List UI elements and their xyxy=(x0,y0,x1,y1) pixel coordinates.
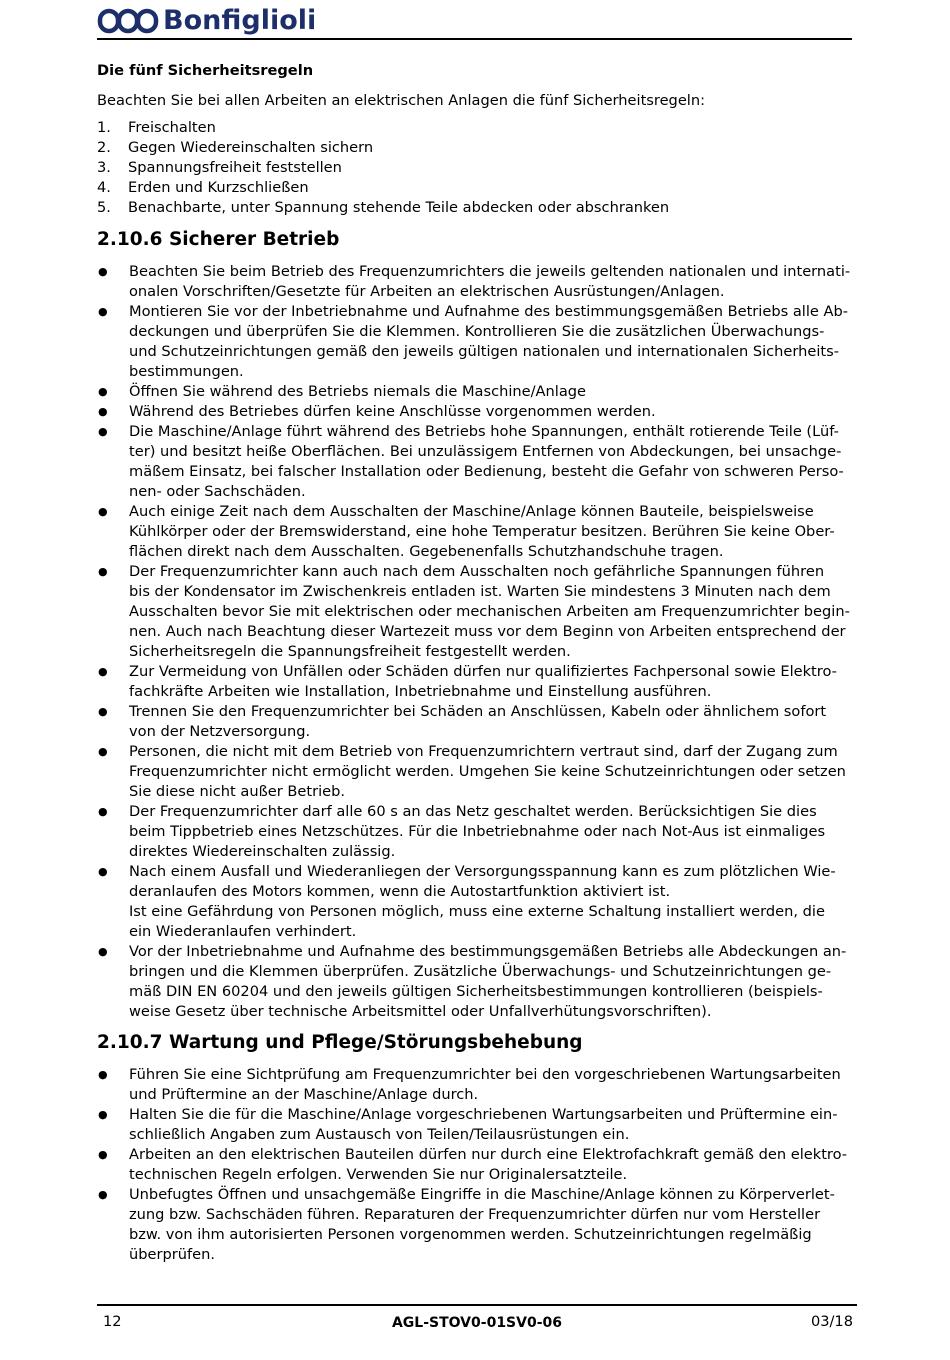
bullet-item xyxy=(97,1105,852,1145)
bullet-text: Personen, die nicht mit dem Betrieb von Frequenzumrichtern vertraut sind, darf der Zugang zum Frequenzumrichter nicht ermöglicht werden. Umgehen Sie keine Schutzeinrichtungen oder setzen Sie diese nicht außer Betrieb. xyxy=(129,743,846,800)
rule-item xyxy=(97,138,852,158)
bullet-icon: ● xyxy=(98,425,108,438)
bullet-text: Die Maschine/Anlage führt während des Betriebs hohe Spannungen, enthält rotierende Teile (Lüf- ter) und besitzt heiße Oberflächen. Bei unzulässigem Entfernen von Abdeckungen, bei unsachge- mäßem Einsatz, bei falscher Installation oder Bedienung, besteht die Gefahr von schweren Perso- nen- oder Sachschäden. xyxy=(129,423,844,500)
bullet-text: Halten Sie die für die Maschine/Anlage vorgeschriebenen Wartungsarbeiten und Prüftermine ein- schließlich Angaben zum Austausch von Teilen/Teilausrüstungen ein. xyxy=(129,1106,838,1143)
rule-number: 2. xyxy=(97,139,111,156)
bullet-text: Vor der Inbetriebnahme und Aufnahme des bestimmungsgemäßen Betriebs alle Abdeckungen an- bringen und die Klemmen überprüfen. Zusätzliche Überwachungs- und Schutzeinrichtungen ge- mäß DIN EN 60204 und den jeweils gültigen Sicherheitsbestimmungen kontrollieren (beispiels- weise Gesetz über technische Arbeitsmittel oder Unfallverhütungsvorschriften). xyxy=(129,943,847,1020)
logo-wordmark: Bonfiglioli xyxy=(163,5,317,36)
rule-item xyxy=(97,178,852,198)
bullet-item xyxy=(97,1065,852,1105)
bullet-item xyxy=(97,502,852,562)
bullet-item xyxy=(97,662,852,702)
bullet-text: Während des Betriebes dürfen keine Anschlüsse vorgenommen werden. xyxy=(129,403,656,420)
bullet-icon: ● xyxy=(98,805,108,818)
header-divider xyxy=(97,38,852,40)
bullet-item xyxy=(97,1145,852,1185)
safety-rules-list xyxy=(97,118,852,218)
safe-operation-list xyxy=(97,262,852,1022)
bullet-icon: ● xyxy=(98,945,108,958)
section-heading-safe-operation: 2.10.6 Sicherer Betrieb xyxy=(97,229,340,250)
bullet-text: Führen Sie eine Sichtprüfung am Frequenzumrichter bei den vorgeschriebenen Wartungsarbeiten und Prüftermine an der Maschine/Anlage durch. xyxy=(129,1066,841,1103)
rule-number: 1. xyxy=(97,119,111,136)
rule-item xyxy=(97,158,852,178)
bullet-item xyxy=(97,302,852,382)
page-header xyxy=(97,0,852,42)
bullet-item xyxy=(97,802,852,862)
bullet-item xyxy=(97,942,852,1022)
bonfiglioli-logo xyxy=(97,4,316,38)
bullet-text: Auch einige Zeit nach dem Ausschalten der Maschine/Anlage können Bauteile, beispielsweise Kühlkörper oder der Bremswiderstand, eine hohe Temperatur besitzen. Berühren Sie keine Ober- flächen direkt nach dem Ausschalten. Gegebenenfalls Schutzhandschuhe tragen. xyxy=(129,503,835,560)
footer-divider xyxy=(97,1304,857,1306)
page-number: 12 xyxy=(103,1313,122,1330)
bullet-item xyxy=(97,262,852,302)
bullet-item xyxy=(97,402,852,422)
bonfiglioli-logo-icon xyxy=(97,5,159,37)
bullet-item xyxy=(97,862,852,942)
bullet-icon: ● xyxy=(98,865,108,878)
page-footer xyxy=(97,1304,857,1344)
bullet-icon: ● xyxy=(98,305,108,318)
bullet-icon: ● xyxy=(98,1068,108,1081)
bullet-text: Der Frequenzumrichter kann auch nach dem Ausschalten noch gefährliche Spannungen führen bis der Kondensator im Zwischenkreis entladen ist. Warten Sie mindestens 3 Minuten nach dem Ausschalten bevor Sie mit elektrischen oder mechanischen Arbeiten am Frequenzumrichter begin- nen. Auch nach Beachtung dieser Wartezeit muss vor dem Beginn von Arbeiten entsprechend der Sicherheitsregeln die Spannungsfreiheit festgestellt werden. xyxy=(129,563,850,660)
bullet-text: Unbefugtes Öffnen und unsachgemäße Eingriffe in die Maschine/Anlage können zu Körperverlet- zung bzw. Sachschäden führen. Reparaturen der Frequenzumrichter dürfen nur vom Hersteller bzw. von ihm autorisierten Personen vorgenommen werden. Schutzeinrichtungen regelmäßig überprüfen. xyxy=(129,1186,835,1263)
bullet-text: Trennen Sie den Frequenzumrichter bei Schäden an Anschlüssen, Kabeln oder ähnlichem sofort von der Netzversorgung. xyxy=(129,703,827,740)
rule-text: Benachbarte, unter Spannung stehende Teile abdecken oder abschranken xyxy=(128,199,670,216)
bullet-item xyxy=(97,382,852,402)
rule-text: Freischalten xyxy=(128,119,216,136)
section-heading-maintenance: 2.10.7 Wartung und Pflege/Störungsbehebung xyxy=(97,1032,583,1053)
bullet-icon: ● xyxy=(98,565,108,578)
bullet-icon: ● xyxy=(98,505,108,518)
bullet-text: Montieren Sie vor der Inbetriebnahme und Aufnahme des bestimmungsgemäßen Betriebs alle Ab- deckungen und überprüfen Sie die Klemmen. Kontrollieren Sie die zusätzlichen Überwachungs- und Schutzeinrichtungen gemäß den jeweils gültigen nationalen und internationalen Sicherheits- bestimmungen. xyxy=(129,303,849,380)
bullet-icon: ● xyxy=(98,705,108,718)
document-date: 03/18 xyxy=(810,1313,853,1330)
bullet-text: Zur Vermeidung von Unfällen oder Schäden dürfen nur qualifiziertes Fachpersonal sowie Elektro- fachkräfte Arbeiten wie Installation, Inbetriebnahme und Einstellung ausführen. xyxy=(129,663,837,700)
bullet-text: Arbeiten an den elektrischen Bauteilen dürfen nur durch eine Elektrofachkraft gemäß den elektro- technischen Regeln erfolgen. Verwenden Sie nur Originalersatzteile. xyxy=(129,1146,848,1183)
rule-number: 3. xyxy=(97,159,111,176)
bullet-icon: ● xyxy=(98,405,108,418)
rule-item xyxy=(97,198,852,218)
bullet-icon: ● xyxy=(98,665,108,678)
bullet-text: Öffnen Sie während des Betriebs niemals die Maschine/Anlage xyxy=(129,383,587,400)
bullet-icon: ● xyxy=(98,1188,108,1201)
rules-intro: Beachten Sie bei allen Arbeiten an elektrischen Anlagen die fünf Sicherheitsregeln: xyxy=(97,92,706,109)
rule-number: 5. xyxy=(97,199,111,216)
bullet-item xyxy=(97,422,852,502)
bullet-item xyxy=(97,702,852,742)
bullet-text: Der Frequenzumrichter darf alle 60 s an das Netz geschaltet werden. Berücksichtigen Sie dies beim Tippbetrieb eines Netzschützes. Für die Inbetriebnahme oder nach Not-Aus ist einmaliges direktes Wiedereinschalten zulässig. xyxy=(129,803,826,860)
bullet-item xyxy=(97,562,852,662)
rule-number: 4. xyxy=(97,179,111,196)
bullet-item xyxy=(97,742,852,802)
rule-item xyxy=(97,118,852,138)
rule-text: Gegen Wiedereinschalten sichern xyxy=(128,139,374,156)
bullet-icon: ● xyxy=(98,265,108,278)
bullet-text: Nach einem Ausfall und Wiederanliegen der Versorgungsspannung kann es zum plötzlichen Wie- deranlaufen des Motors kommen, wenn die Autostartfunktion aktiviert ist. Ist eine Gefährdung von Personen möglich, muss eine externe Schaltung installiert werden, die ein Wiederanlaufen verhindert. xyxy=(129,863,836,940)
rule-text: Spannungsfreiheit feststellen xyxy=(128,159,342,176)
bullet-item xyxy=(97,1185,852,1265)
rules-title: Die fünf Sicherheitsregeln xyxy=(97,62,314,79)
page-content xyxy=(97,61,852,1265)
bullet-icon: ● xyxy=(98,1148,108,1161)
maintenance-list xyxy=(97,1065,852,1265)
document-code: AGL-STOV0-01SV0-06 xyxy=(391,1315,563,1331)
bullet-icon: ● xyxy=(98,385,108,398)
bullet-icon: ● xyxy=(98,1108,108,1121)
rule-text: Erden und Kurzschließen xyxy=(128,179,309,196)
bullet-icon: ● xyxy=(98,745,108,758)
bullet-text: Beachten Sie beim Betrieb des Frequenzumrichters die jeweils geltenden nationalen und internati- onalen Vorschriften/Gesetzte für Arbeiten an elektrischen Ausrüstungen/Anlagen. xyxy=(129,263,851,300)
